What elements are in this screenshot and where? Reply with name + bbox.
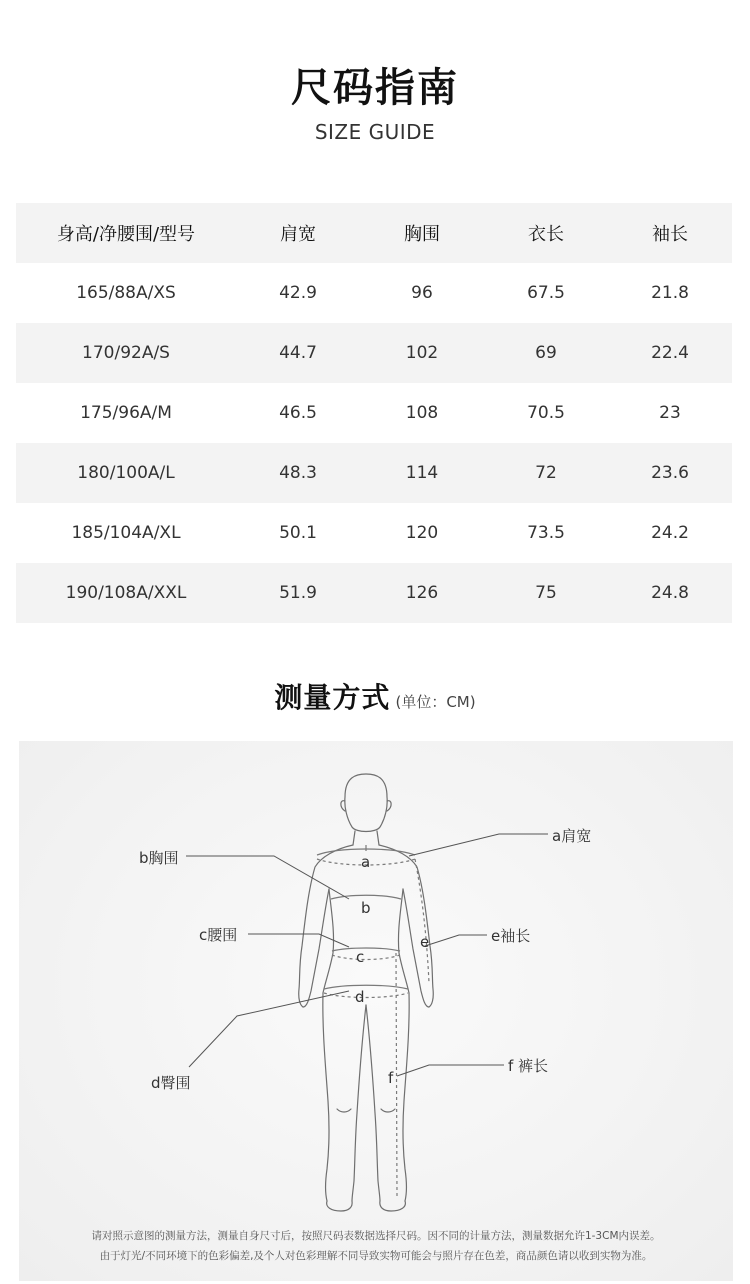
measure-title: 测量方式 [274,681,391,714]
measure-unit: (单位：CM) [395,693,476,711]
marker-c: c [356,948,365,966]
column-header: 身高/净腰围/型号 [16,203,236,263]
column-header: 胸围 [360,203,484,263]
table-cell: 102 [360,323,484,383]
table-cell: 22.4 [608,323,732,383]
table-cell: 51.9 [236,563,360,623]
table-cell: 175/96A/M [80,403,172,423]
column-header: 肩宽 [236,203,360,263]
table-cell: 108 [405,403,439,423]
table-cell: 114 [360,443,484,503]
table-cell: 46.5 [279,403,317,423]
waist-label: c腰围 [199,926,238,944]
table-cell: 24.2 [651,523,689,543]
marker-a: a [361,853,371,871]
table-cell: 185/104A/XL [71,523,181,543]
table-cell: 165/88A/XS [76,283,176,303]
marker-d: d [355,988,365,1006]
body-outline-illustration [19,741,733,1281]
page-title: 尺码指南 [291,65,459,111]
page-subtitle: SIZE GUIDE [314,120,436,144]
table-cell: 50.1 [279,523,317,543]
table-cell: 67.5 [527,283,565,303]
column-header: 衣长 [484,203,608,263]
table-cell: 170/92A/S [16,323,236,383]
table-cell: 23.6 [608,443,732,503]
table-cell: 70.5 [527,403,565,423]
table-row [16,503,732,563]
table-cell: 72 [484,443,608,503]
size-table [16,203,732,623]
table-cell: 190/108A/XXL [16,563,236,623]
measurement-note: 请对照示意图的测量方法，测量自身尺寸后，按照尺码表数据选择尺码。因不同的计量方法，测量数据允许1-3CM内误差。 [91,1230,661,1242]
table-row [16,563,732,623]
table-row [16,323,732,383]
marker-f: f [388,1069,394,1087]
table-cell: 126 [360,563,484,623]
table-cell: 75 [484,563,608,623]
table-cell: 120 [405,523,439,543]
column-header: 袖长 [608,203,732,263]
table-cell: 42.9 [279,283,317,303]
marker-e: e [420,933,430,951]
table-cell: 69 [484,323,608,383]
table-row [16,263,732,323]
table-cell: 44.7 [236,323,360,383]
table-cell: 180/100A/L [16,443,236,503]
measurement-figure-panel [19,741,733,1281]
pants-length-label: f 裤长 [508,1057,549,1075]
shoulder-label: a肩宽 [552,827,592,845]
table-row [16,443,732,503]
table-cell: 48.3 [236,443,360,503]
table-cell: 23 [659,403,681,423]
sleeve-label: e袖长 [491,927,531,945]
marker-b: b [361,899,371,917]
color-disclaimer-note: 由于灯光/不同环境下的色彩偏差,及个人对色彩理解不同导致实物可能会与照片存在色差，商品颜色请以收到实物为准。 [99,1250,653,1262]
table-row [16,383,732,443]
table-cell: 73.5 [527,523,565,543]
table-cell: 21.8 [651,283,689,303]
table-cell: 96 [411,283,433,303]
table-header-row [16,203,732,263]
table-cell: 24.8 [608,563,732,623]
chest-label: b胸围 [139,849,179,867]
measure-heading [0,676,750,716]
hip-label: d臀围 [151,1074,191,1092]
